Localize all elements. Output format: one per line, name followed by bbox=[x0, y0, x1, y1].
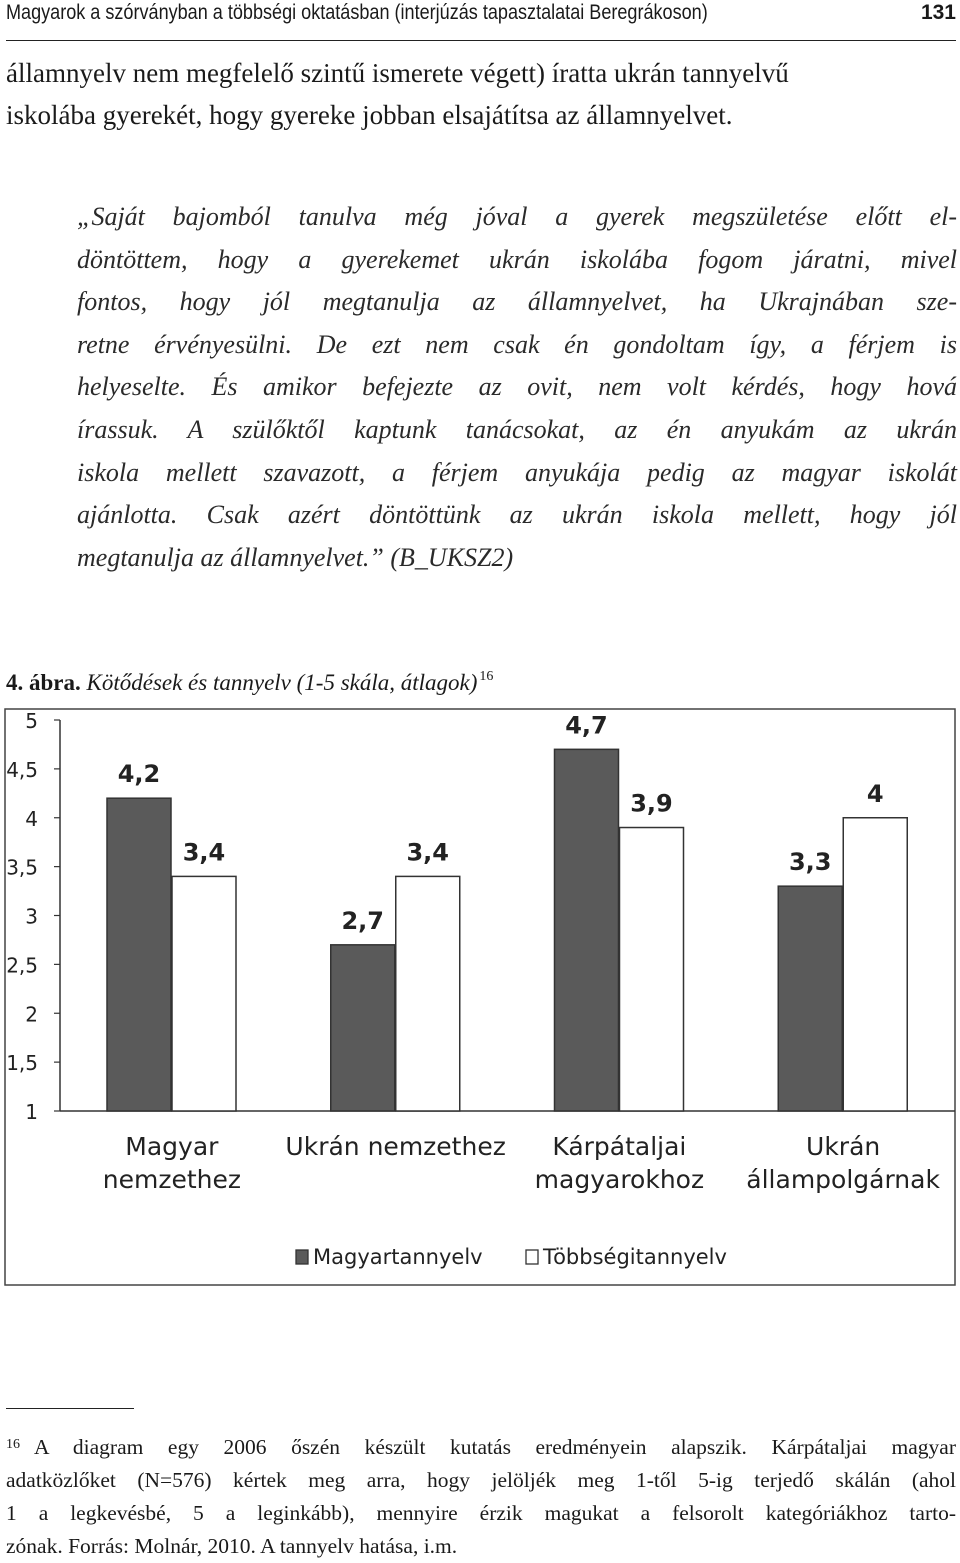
category-label: Magyar bbox=[125, 1132, 219, 1161]
bar-magyartannyelv bbox=[331, 945, 395, 1111]
footnote-separator bbox=[6, 1408, 134, 1409]
legend-label: Többségitannyelv bbox=[543, 1245, 727, 1269]
bar-tobbsegitannyelv bbox=[843, 818, 907, 1111]
quote-line: döntöttem, hogy a gyerekemet ukrán iskolába fogom járatni, mivel bbox=[77, 244, 957, 274]
bar-chart-svg bbox=[4, 708, 956, 1286]
footnote-line: A diagram egy 2006 őszén készült kutatás eredményein alapszik. Kárpátaljai magyar bbox=[34, 1435, 956, 1459]
footnote-line: zónak. Forrás: Molnár, 2010. A tannyelv hatása, i.m. bbox=[6, 1534, 458, 1558]
running-header bbox=[6, 0, 956, 41]
interview-quote bbox=[77, 196, 957, 579]
data-label: 4,2 bbox=[117, 760, 161, 789]
figure-caption bbox=[6, 662, 493, 698]
y-tick-label: 3,5 bbox=[6, 855, 38, 880]
bar-magyartannyelv bbox=[555, 749, 619, 1111]
intro-paragraph bbox=[6, 52, 958, 136]
legend-swatch-tobbsegitannyelv bbox=[526, 1250, 538, 1264]
category-label: magyarokhoz bbox=[534, 1165, 705, 1194]
bar-tobbsegitannyelv bbox=[396, 876, 460, 1111]
quote-line: megtanulja az államnyelvet.” (B_UKSZ2) bbox=[77, 542, 514, 572]
intro-line: államnyelv nem megfelelő szintű ismerete végett) íratta ukrán tannyelvű bbox=[6, 58, 789, 88]
footnote-line: 1 a legkevésbé, 5 a leginkább), mennyire érzik magukat a felsorolt kategóriákhoz tarto- bbox=[6, 1501, 956, 1525]
page-number: 131 bbox=[920, 1, 956, 24]
quote-line: „Saját bajomból tanulva még jóval a gyerek megszületése előtt el- bbox=[77, 202, 957, 231]
category-label: nemzethez bbox=[102, 1165, 241, 1194]
quote-line: írassuk. A szülőktől kaptunk tanácsokat, az én anyukám az ukrán bbox=[77, 414, 957, 444]
legend-label: Magyartannyelv bbox=[313, 1245, 483, 1269]
data-label: 4,7 bbox=[565, 711, 608, 740]
footnote-number: 16 bbox=[6, 1437, 20, 1452]
y-tick-label: 4 bbox=[25, 806, 38, 831]
data-label: 3,9 bbox=[630, 789, 673, 818]
data-label: 3,4 bbox=[182, 838, 226, 867]
figure-title: Kötődések és tannyelv (1-5 skála, átlagok) bbox=[86, 670, 478, 695]
category-label: Kárpátaljai bbox=[552, 1132, 687, 1161]
footnote-ref: 16 bbox=[479, 669, 494, 684]
bar-tobbsegitannyelv bbox=[620, 828, 684, 1111]
figure-label: 4. ábra. bbox=[6, 670, 81, 695]
footnote bbox=[6, 1428, 956, 1563]
bar-tobbsegitannyelv bbox=[172, 876, 236, 1111]
data-label: 4 bbox=[866, 779, 884, 808]
category-label: Ukrán bbox=[806, 1132, 881, 1161]
data-label: 3,4 bbox=[406, 838, 450, 867]
quote-line: ajánlotta. Csak azért döntöttünk az ukrán iskola mellett, hogy jól bbox=[77, 500, 957, 530]
intro-line: iskolába gyerekét, hogy gyereke jobban elsajátítsa az államnyelvet. bbox=[6, 100, 733, 130]
bar-magyartannyelv bbox=[778, 886, 842, 1111]
quote-line: fontos, hogy jól megtanulja az államnyelvet, ha Ukrajnában sze- bbox=[77, 287, 957, 317]
y-tick-label: 5 bbox=[25, 709, 38, 733]
category-label: állampolgárnak bbox=[746, 1165, 940, 1194]
category-label: Ukrán nemzethez bbox=[285, 1132, 506, 1161]
running-title: Magyarok a szórványban a többségi oktatásban (interjúzás tapasztalatai Beregrákoson) bbox=[6, 1, 708, 24]
y-tick-label: 2 bbox=[25, 1002, 38, 1027]
y-tick-label: 4,5 bbox=[6, 757, 38, 782]
y-tick-label: 2,5 bbox=[6, 953, 38, 978]
quote-line: iskola mellett szavazott, a férjem anyukája pedig az magyar iskolát bbox=[77, 457, 957, 487]
y-tick-label: 1,5 bbox=[6, 1051, 38, 1076]
bar-magyartannyelv bbox=[107, 798, 171, 1111]
legend-swatch-magyartannyelv bbox=[296, 1250, 308, 1264]
quote-line: helyeselte. És amikor befejezte az ovit, nem volt kérdés, hogy hová bbox=[77, 372, 957, 402]
data-label: 2,7 bbox=[341, 906, 385, 935]
bar-chart bbox=[4, 708, 956, 1286]
y-tick-label: 1 bbox=[25, 1100, 38, 1124]
quote-line: retne érvényesülni. De ezt nem csak én gondoltam így, a férjem is bbox=[77, 329, 957, 359]
data-label: 3,3 bbox=[788, 848, 832, 877]
y-tick-label: 3 bbox=[25, 904, 38, 929]
footnote-line: adatközlőket (N=576) kértek meg arra, hogy jelöljék meg 1-től 5-ig terjedő skálán (ahol bbox=[6, 1468, 956, 1492]
